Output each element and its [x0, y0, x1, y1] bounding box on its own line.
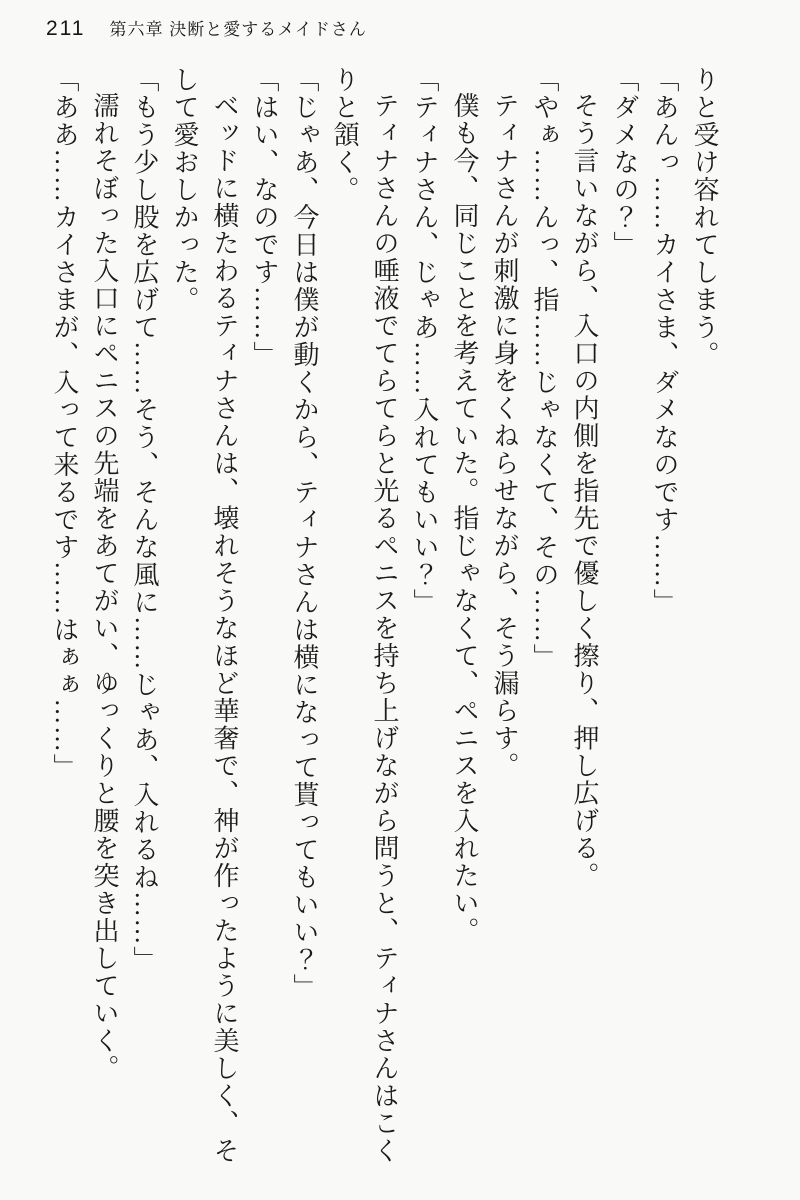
paragraph: ベッドに横たわるティナさんは、壊れそうなほど華奢で、神が作ったように美しく、そして愛おしかった。 [170, 66, 239, 1165]
paragraph: りと受け容れてしまう。 [690, 66, 719, 369]
paragraph: 濡れそぼった入口にペニスの先端をあてがい、ゆっくりと腰を突き出していく。 [90, 92, 119, 1082]
paragraph: 「ティナさん、じゃあ……入れてもいい？」 [410, 66, 439, 616]
text-columns [40, 66, 724, 1168]
paragraph: 僕も今、同じことを考えていた。指じゃなくて、ペニスを入れたい。 [450, 92, 479, 945]
paragraph: 「ああ……カイさまが、入って来るです……はぁぁ……」 [50, 66, 79, 781]
paragraph: 「もう少し股を広げて……そう、そんな風に……じゃあ、入れるね……」 [130, 66, 159, 974]
paragraph: ティナさんの唾液でてらてらと光るペニスを持ち上げながら問うと、ティナさんはこくりと頷く。 [330, 66, 399, 1165]
page-header [46, 15, 367, 41]
paragraph: 「やぁ……んっ、指……じゃなくて、その……」 [530, 66, 559, 671]
chapter-title: 第六章 決断と愛するメイドさん [109, 20, 367, 39]
paragraph: そう言いながら、入口の内側を指先で優しく擦り、押し広げる。 [570, 92, 599, 890]
paragraph: 「あんっ……カイさま、ダメなのです……」 [650, 66, 679, 616]
paragraph: 「ダメなの？」 [610, 66, 639, 259]
paragraph: 「じゃあ、今日は僕が動くから、ティナさんは横になって貰ってもいい？」 [290, 66, 319, 1001]
paragraph: ティナさんが刺激に身をくねらせながら、そう漏らす。 [490, 92, 519, 780]
paragraph: 「はい、なのです……」 [250, 66, 279, 369]
page-number: 211 [46, 17, 86, 40]
